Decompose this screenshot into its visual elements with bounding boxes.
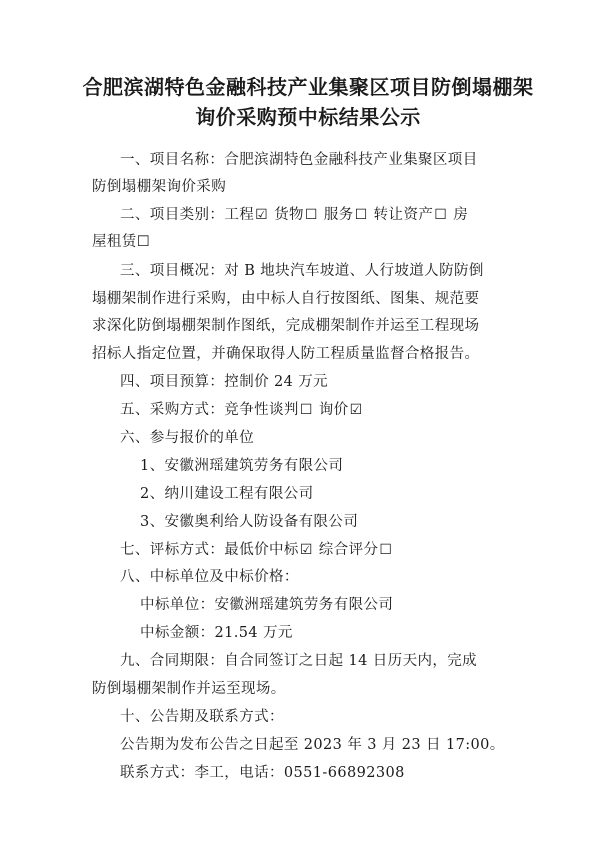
checkbox-service: ☐: [354, 207, 368, 223]
bidder-item: 1、安徽洲瑶建筑劳务有限公司: [140, 458, 344, 474]
document-title-line-2: 询价采购预中标结果公示: [195, 105, 421, 129]
procurement-method: [120, 400, 524, 420]
procurement-method-label: 五、采购方式：竞争性谈判: [120, 402, 299, 418]
project-overview-line-1: 三、项目概况：对 B 地块汽车坡道、人行坡道人防防倒: [120, 263, 484, 279]
category-option-engineering: 工程: [224, 207, 255, 223]
project-name-line-1: 一、项目名称：合肥滨湖特色金融科技产业集聚区项目: [120, 152, 478, 168]
checkbox-goods: ☐: [304, 207, 318, 223]
procurement-option-inquiry: 询价: [313, 402, 349, 418]
project-overview-line-4: 招标人指定位置，并确保取得人防工程质量监督合格报告。: [92, 346, 480, 362]
project-overview-line-3: 求深化防倒塌棚架制作图纸，完成棚架制作并运至工程现场: [92, 318, 480, 334]
checkbox-comprehensive: ☐: [379, 542, 393, 558]
project-category-line-2: 屋租赁☐: [92, 234, 151, 250]
evaluation-method: [120, 540, 524, 560]
contract-period-line-2: 防倒塌棚架制作并运至现场。: [92, 681, 286, 697]
project-category-label: 二、项目类别：: [120, 207, 225, 223]
checkbox-engineering: ☑: [255, 207, 269, 223]
notice-contact-heading: 十、公告期及联系方式：: [120, 709, 284, 725]
contract-period-line-1: 九、合同期限：自合同签订之日起 14 日历天内，完成: [120, 653, 478, 669]
category-option-goods: 货物: [274, 207, 304, 223]
notice-period: 公告期为发布公告之日起至 2023 年 3 月 23 日 17:00。: [120, 737, 505, 753]
category-option-house: 房: [453, 207, 469, 223]
bidder-item: 3、安徽奥利给人防设备有限公司: [140, 514, 359, 530]
evaluation-method-label: 七、评标方式：最低价中标: [120, 542, 299, 558]
winning-bid-heading: 八、中标单位及中标价格：: [120, 569, 299, 585]
project-name-line-2: 防倒塌棚架询价采购: [92, 179, 227, 195]
project-overview-line-2: 塌棚架制作进行采购，由中标人自行按图纸、图集、规范要: [92, 291, 480, 307]
category-option-asset-transfer: 转让资产: [373, 207, 434, 223]
winning-unit: 中标单位：安徽洲瑶建筑劳务有限公司: [140, 597, 394, 613]
bidders-heading: 六、参与报价的单位: [120, 430, 255, 446]
category-option-service: 服务: [323, 207, 354, 223]
bidder-item: 2、纳川建设工程有限公司: [140, 486, 314, 502]
checkbox-asset-transfer: ☐: [434, 207, 448, 223]
winning-amount: 中标金额：21.54 万元: [140, 625, 293, 641]
document-title-line-1: 合肥滨湖特色金融科技产业集聚区项目防倒塌棚架: [82, 75, 534, 99]
project-category-line-1: [120, 205, 524, 225]
contact-info: 联系方式：李工，电话：0551-66892308: [120, 765, 405, 781]
evaluation-option-comprehensive: 综合评分: [313, 542, 379, 558]
checkbox-negotiation: ☐: [299, 402, 313, 418]
project-budget: 四、项目预算：控制价 24 万元: [120, 374, 329, 390]
checkbox-lowest-price: ☑: [299, 542, 313, 558]
checkbox-inquiry: ☑: [349, 402, 363, 418]
